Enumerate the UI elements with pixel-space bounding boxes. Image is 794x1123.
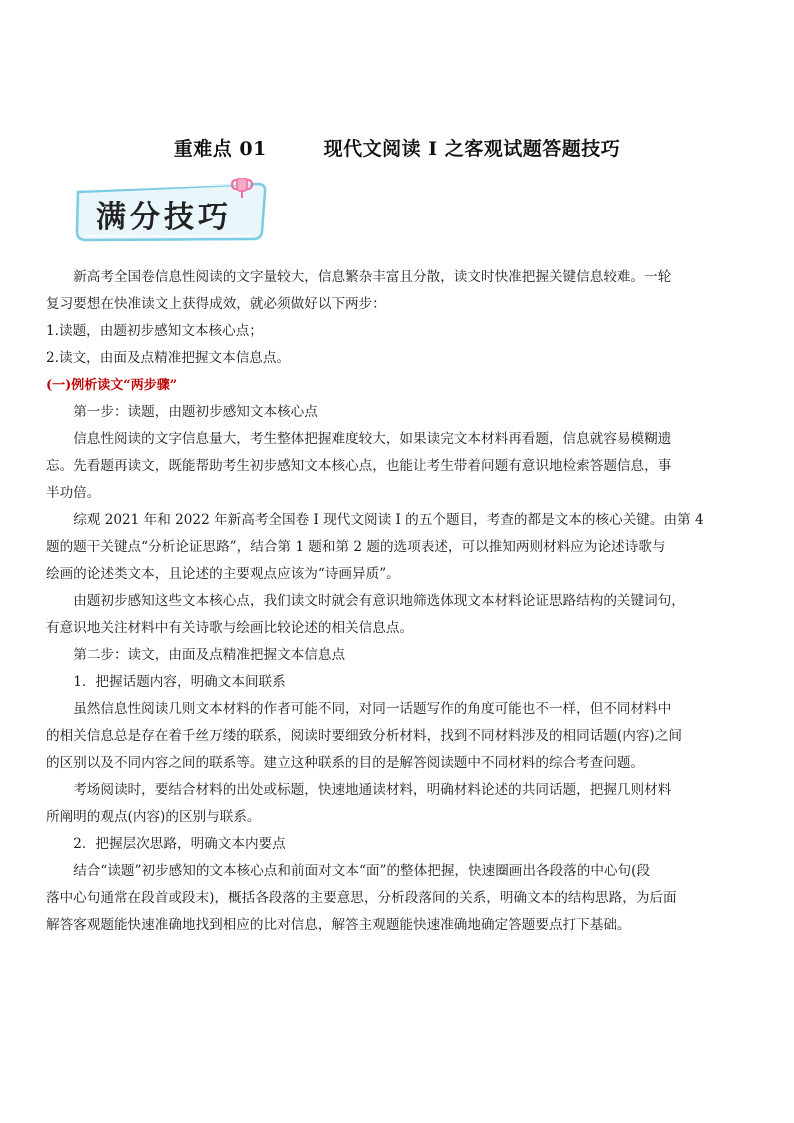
page-title: 重难点 01 现代文阅读 I 之客观试题答题技巧 [173, 138, 621, 160]
paragraph-2-line-1: 综观 2021 年和 2022 年新高考全国卷 I 现代文阅读 I 的五个题目，考查的都是文本的核心关键。由第 4 [73, 512, 704, 528]
section-heading: (一)例析读文“两步骤” [46, 378, 178, 393]
paragraph-3-line-2: 有意识地关注材料中有关诗歌与绘画比较论述的相关信息点。 [46, 620, 414, 636]
paragraph-2-line-3: 绘画的论述类文本，且论述的主要观点应该为“诗画异质”。 [46, 566, 400, 582]
paragraph-4-line-2: 的相关信息总是存在着千丝万缕的联系，阅读时要细致分析材料，找到不同材料涉及的相同话题(内容)之间 [46, 728, 682, 744]
paragraph-5-line-2: 所阐明的观点(内容)的区别与联系。 [46, 809, 261, 825]
section-banner [72, 178, 268, 244]
step2-heading: 第二步：读文，由面及点精准把握文本信息点 [73, 647, 346, 663]
paragraph-1-line-2: 忘。先看题再读文，既能帮助考生初步感知文本核心点，也能让考生带着问题有意识地检索答题信息，事 [46, 458, 672, 474]
paragraph-6-line-1: 结合“读题”初步感知的文本核心点和前面对文本“面”的整体把握，快速圈画出各段落的中心句(段 [73, 863, 651, 879]
intro-line-2: 复习要想在快准读文上获得成效，就必须做好以下两步： [46, 296, 386, 312]
article-body [46, 264, 748, 939]
sub-heading-2: 2．把握层次思路，明确文本内要点 [73, 836, 286, 852]
paragraph-6-line-3: 解答客观题能快速准确地找到相应的比对信息，解答主观题能快速准确地确定答题要点打下基础。 [46, 917, 631, 933]
step1-heading: 第一步：读题，由题初步感知文本核心点 [73, 404, 318, 420]
paragraph-1-line-1: 信息性阅读的文字信息量大，考生整体把握难度较大，如果读完文本材料再看题，信息就容易模糊遗 [73, 431, 672, 447]
paragraph-4-line-3: 的区别以及不同内容之间的联系等。建立这种联系的目的是解答阅读题中不同材料的综合考查问题。 [46, 755, 645, 771]
sub-heading-1: 1．把握话题内容，明确文本间联系 [73, 674, 286, 690]
paragraph-4-line-1: 虽然信息性阅读几则文本材料的作者可能不同，对同一话题写作的角度可能也不一样，但不同材料中 [73, 701, 672, 717]
step-list-item-2: 2.读文，由面及点精准把握文本信息点。 [46, 350, 291, 366]
step-list-item-1: 1.读题，由题初步感知文本核心点； [46, 323, 263, 339]
banner-title: 满分技巧 [96, 200, 232, 235]
intro-line-1: 新高考全国卷信息性阅读的文字量较大，信息繁杂丰富且分散，读文时快准把握关键信息较难。一轮 [73, 269, 672, 285]
paragraph-3-line-1: 由题初步感知这些文本核心点，我们读文时就会有意识地筛选体现文本材料论证思路结构的关键词句， [73, 593, 685, 609]
paragraph-1-line-3: 半功倍。 [46, 485, 101, 501]
paragraph-5-line-1: 考场阅读时，要结合材料的出处或标题，快速地通读材料，明确材料论述的共同话题，把握几则材料 [73, 782, 672, 798]
paragraph-2-line-2: 题的题干关键点“分析论证思路”，结合第 1 题和第 2 题的选项表述，可以推知两则材料应为论述诗歌与 [46, 539, 666, 555]
paragraph-6-line-2: 落中心句通常在段首或段末)，概括各段落的主要意思，分析段落间的关系，明确文本的结构思路，为后面 [46, 890, 677, 906]
